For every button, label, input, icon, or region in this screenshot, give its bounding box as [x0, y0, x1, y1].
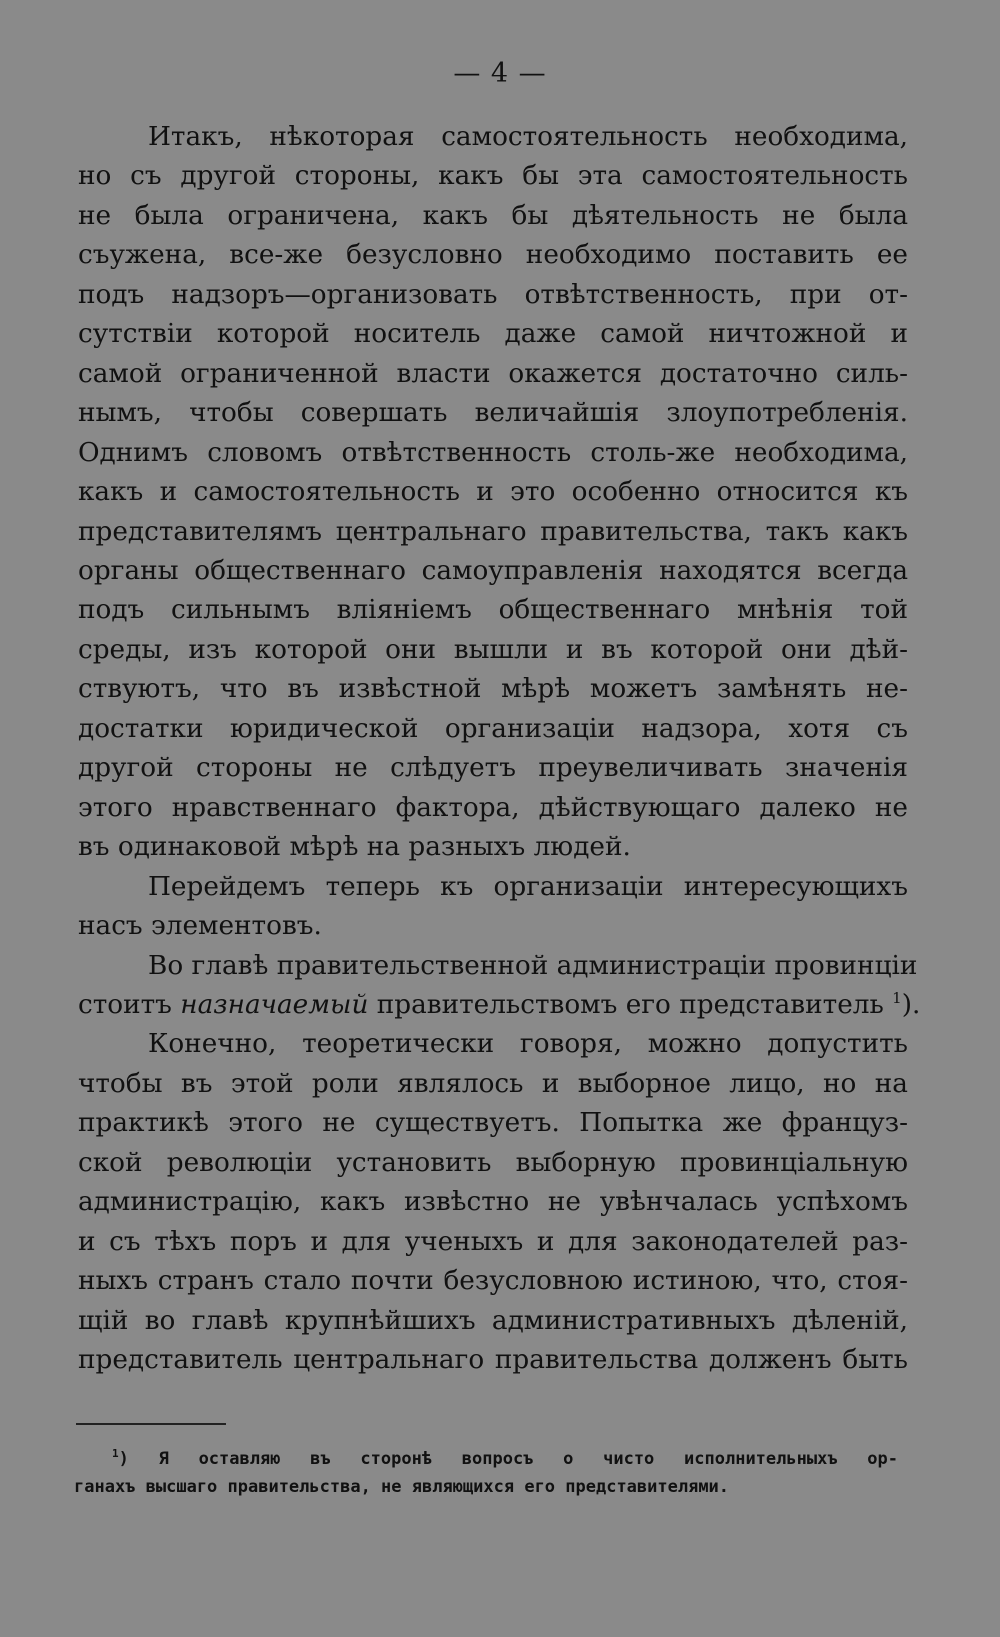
- text-line: Итакъ, нѣкоторая самостоятельность необходима,: [148, 122, 908, 152]
- text-line: этого нравственнаго фактора, дѣйствующаго далеко не: [78, 792, 908, 823]
- body-text: [78, 118, 921, 1381]
- text-line: ныхъ странъ стало почти безусловною истиною, что, стоя-: [78, 1266, 908, 1297]
- text-line: другой стороны не слѣдуетъ преувеличивать значенія: [78, 753, 908, 784]
- page-number: — 4 —: [453, 58, 547, 89]
- text-line: среды, изъ которой они вышли и въ которой они дѣй-: [78, 634, 908, 665]
- text-line: подъ сильнымъ вліяніемъ общественнаго мнѣнія той: [78, 595, 908, 626]
- text-line: и съ тѣхъ поръ и для ученыхъ и для законодателей раз-: [78, 1226, 908, 1257]
- italic-emphasis: назначаемый: [180, 989, 369, 1020]
- text-fragment: правительствомъ его представитель: [376, 989, 884, 1020]
- text-line: нымъ, чтобы совершать величайшія злоупотребленія.: [78, 398, 908, 429]
- text-line: Во главѣ правительственной администраціи провинціи: [148, 950, 918, 981]
- text-line: представитель центральнаго правительства долженъ быть: [78, 1345, 908, 1376]
- text-line: не была ограничена, какъ бы дѣятельность не была: [78, 200, 908, 231]
- text-line: Однимъ словомъ отвѣтственность столь-же необходима,: [78, 437, 908, 468]
- footnote-marker: 1: [112, 1447, 119, 1460]
- footnote-divider: [76, 1423, 226, 1425]
- text-line: щій во главѣ крупнѣйшихъ административныхъ дѣленій,: [78, 1305, 908, 1336]
- text-line: достатки юридической организаціи надзора, хотя съ: [78, 713, 908, 744]
- text-line: но съ другой стороны, какъ бы эта самостоятельность: [78, 161, 908, 192]
- footnote-reference: 1: [892, 988, 902, 1007]
- text-line: ской революціи установить выборную провинціальную: [78, 1147, 908, 1178]
- text-line: Конечно, теоретически говоря, можно допустить: [148, 1029, 908, 1060]
- paragraph-3: [78, 947, 921, 1026]
- text-line: [78, 986, 921, 1025]
- footnote-line: [74, 1445, 898, 1473]
- text-line: съужена, все-же безусловно необходимо поставить ее: [78, 240, 908, 271]
- text-line: самой ограниченной власти окажется достаточно силь-: [78, 358, 908, 389]
- text-line: практикѣ этого не существуетъ. Попытка же француз-: [78, 1108, 908, 1139]
- text-line: въ одинаковой мѣрѣ на разныхъ людей.: [78, 832, 631, 863]
- text-line: ствуютъ, что въ извѣстной мѣрѣ можетъ замѣнять не-: [78, 674, 908, 705]
- text-line: органы общественнаго самоуправленія находятся всегда: [78, 555, 908, 586]
- text-line: администрацію, какъ извѣстно не увѣнчалась успѣхомъ: [78, 1187, 908, 1218]
- text-line: чтобы въ этой роли являлось и выборное лицо, но на: [78, 1068, 908, 1099]
- footnote-text: ) Я оставляю въ сторонѣ вопросъ о чисто исполнительныхъ ор-: [118, 1449, 898, 1469]
- paragraph-4: [78, 1025, 908, 1380]
- text-line: сутствіи которой носитель даже самой ничтожной и: [78, 319, 908, 350]
- footnote: [74, 1445, 898, 1501]
- text-line: представителямъ центральнаго правительства, такъ какъ: [78, 516, 908, 547]
- text-line: подъ надзоръ—организовать отвѣтственность, при от-: [78, 279, 908, 310]
- paragraph-2: [78, 868, 908, 947]
- text-fragment: ).: [901, 989, 921, 1020]
- text-line: Перейдемъ теперь къ организаціи интересующихъ: [148, 871, 908, 902]
- text-fragment: стоитъ: [78, 989, 172, 1020]
- text-line: насъ элементовъ.: [78, 911, 322, 942]
- text-line: какъ и самостоятельность и это особенно относится къ: [78, 477, 908, 508]
- paragraph-1: [78, 118, 908, 868]
- footnote-line: ганахъ высшаго правительства, не являющихся его представителями.: [74, 1477, 730, 1497]
